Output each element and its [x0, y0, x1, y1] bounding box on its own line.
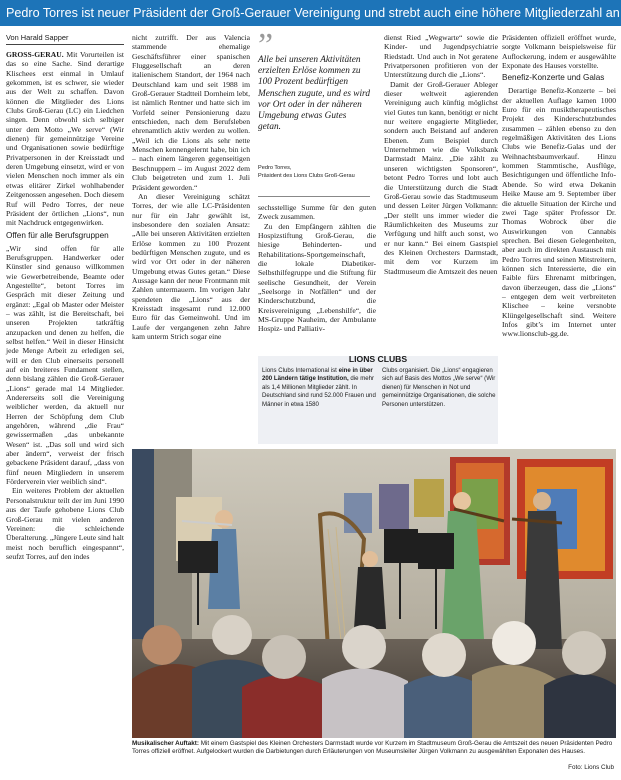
paragraph: Damit der Groß-Gerauer Ableger dieser weltweit agierenden Vereinigung auch künftig möglichst viel Gutes tun kann, benötigt er nicht nur weitere engagierte Mitglieder, sondern auch Beistand auf anderen Ebenen. Zum Beispiel durch Unternehmen wie die Volksbank Darmstadt Mainz. „Die zählt zu unseren wichtigsten Sponsoren“, betont Pedro Torres und lobt auch die Unterstützung durch die Stadt Groß-Gerau sowie das Stadtmuseum und dessen Leiter Jürgen Volkmann: „Der stellt uns immer wieder die Räumlichkeiten des Museums zur Verfügung und hilft auch sonst, wo er nur kann.“ Bei einem Gastspiel des Kleinen Orchesters Darmstadt, mit dem vor Kurzem im Stadtmuseum die Amtszeit des neuen — [384, 79, 498, 276]
concert-photo — [132, 449, 616, 738]
lions-box-title: LIONS CLUBS — [348, 354, 408, 364]
quote-mark-icon: ” — [258, 27, 274, 64]
headline: Pedro Torres ist neuer Präsident der Groß-Gerauer Vereinigung und strebt auch eine höhere Mitgliederzahl an — [0, 0, 621, 26]
article-column-4 — [384, 33, 498, 276]
quote-source-name: Pedro Torres, — [258, 165, 292, 171]
photo-caption: Musikalischer Auftakt: Mit einem Gastspiel des Kleinen Orchesters Darmstadt wurde vor Kurzem im Stadtmuseum Groß-Gerau die Amtszeit des neuen Präsidenten Pedro Torres offiziell eröffnet. Aufgelockert wurden die Darbietungen durch Erläuterungen von Museumsleiter Jürgen Volkmann zu ausgewählten Exponaten des Hauses. — [132, 740, 613, 755]
paragraph: nicht zutrifft. Der aus Valencia stammende ehemalige Geschäftsführer einer spanischen Fluggesellschaft an deren italienischem Standort, der 1964 nach Deutschland kam und seit 1988 im Groß-Gerauer Stadtteil Dornheim lebt, ist nämlich Rentner und hatte sich im Vorfeld seiner Pensionierung dazu entschieden, nach dem Berufsleben ehrenamtlich aktiv werden zu wollen. „Weil ich die Lions als sehr nette Menschen kennengelernt habe, bin ich – nach einem längeren gegenseitigen Beschnuppern – im August 2022 dem Club beigetreten und zum 1. Juli Präsident geworden.“ — [132, 33, 250, 192]
paragraph: „Wir sind offen für alle Berufsgruppen. Handwerker oder Künstler sind genauso willkommen wie Gewerbetreibende, Beamte oder Angestellte“, betont Torres im Gespräch mit dieser Zeitung und ergänzt: „Egal ob Master oder Meister – was zählt, ist die Bereitschaft, bei unseren Projekten tatkräftig anzupacken und denen zu helfen, die selbst helfen.“ Weil in dieser Hinsicht jede Menge Arbeit zu erledigen sei, will er den Club einerseits personell auf ein breiteres Fundament stellen, denn bislang zählen die Groß-Gerauer „Lions“ gerade mal 14 Mitglieder. Andererseits soll die Vereinigung weiblicher werden, da aktuell nur Herren der Schöpfung dem Club angehören, während „die Frau“ gewissermaßen „das unbekannte Wesen“ ist. „Das soll und wird sich aber ändern“, verweist der frisch gebackene Präsident darauf, „dass von fünf neuen Mitgliedern in unserem Förderverein vier weiblich sind“. — [6, 243, 124, 487]
article-column-1 — [6, 50, 124, 561]
paragraph: Zu den Empfängern zählten die Hospizstiftung Groß-Gerau, die hiesige Behinderten- und Rehabilitations-Sportgemeinschaft, die lokale Diabetiker-Selbsthilfegruppe und die Stiftung für seelische Gesundheit, der Verein „Seelsorge in Notfällen“ und der Kinderschutzbund, die Kreisvereinigung „Lebenshilfe“, die MS-Gruppe Nauheim, der Ambulante Hospiz- und Palliativ- — [258, 221, 376, 334]
pull-quote: Alle bei unseren Aktivitäten erzielten Erlöse kommen zu 100 Prozent bedürftigen Menschen zugute, und es wird vor Ort oder in der näheren Umgebung etwas Gutes getan. — [258, 55, 370, 133]
paragraph: Derartige Benefiz-Konzerte – bei der aktuellen Auflage kamen 1000 Euro für ein musiktherapeutisches Projekt des Kinderschutzbundes zusammen – zählen ebenso zu den regelmäßigen Aktivitäten des Lions Clubs wie Benefiz-Galas und der Weihnachtsbaumverkauf. Hinzu kommen Stammtische, Ausflüge, Besichtigungen und öffentliche Info-Abende. So wird etwa Dekanin Heike Mause am 9. September über die aktuelle Situation der Kirche und zwei Tage später Professor Dr. Thomas Wobrock über die Auswirkungen von Cannabis sprechen. Bei diesen Gelegenheiten, aber auch im direkten Austausch mit Pedro Torres und seinen Mitstreitern, können sich Interessierte, die ein Faible fürs Ehrenamt mitbringen, davon überzeugen, dass die „Lions“ – entgegen dem weit verbreiteten Klischee – keine versnobte Klüngelgesellschaft sind. Weitere Infos gibt’s im Internet unter www.lionsclub-gg.de. — [502, 86, 616, 339]
paragraph: Ein weiteres Problem der aktuellen Personalstruktur teilt der im Juni 1990 aus der Taufe gehobene Lions Club Groß-Gerau mit vielen anderen Vereinen: die schleichende Überalterung. „Jüngere Leute sind halt meist noch beruflich eingespannt“, seufzt Torres, auf den indes — [6, 486, 124, 561]
article-column-5 — [502, 33, 616, 339]
lions-box-text-left: Lions Clubs International ist eine in über 200 Ländern tätige Institution, die mehr als 1,4 Millionen Mitglieder zählt. In Deutschland sind rund 52.000 Frauen und Männer in etwa 1580 — [262, 367, 376, 408]
lions-box-text-right: Clubs organisiert. Die „Lions“ engagieren sich auf Basis des Mottos „We serve“ (Wir dienen) für Menschen in Not und gemeinnützige Organisationen, die solche Personen unterstützen. — [382, 367, 496, 408]
lions-info-box — [258, 356, 498, 444]
byline: Von Harald Sapper — [6, 33, 69, 42]
paragraph: dienst Ried „Wegwarte“ sowie die Kinder- und Jugendpsychiatrie Riedstadt. Und auch in Not geratene Privatpersonen profitieren von der Unterstützung durch die „Lions“. — [384, 33, 498, 80]
article-column-3 — [258, 203, 376, 334]
paragraph: sechsstellige Summe für den guten Zweck zusammen. — [258, 203, 376, 222]
pull-quote-source — [258, 165, 370, 180]
article-column-2 — [132, 33, 250, 341]
byline-rule — [6, 44, 124, 45]
subheading: Benefiz-Konzerte und Galas — [502, 73, 605, 83]
quote-source-role: Präsident des Lions Clubs Groß-Gerau — [258, 172, 355, 179]
quote-rule — [258, 196, 370, 197]
paragraph: GROSS-GERAU. Mit Vorurteilen ist das so eine Sache. Sind derartige Klischees erst einmal in Umlauf gekommen, ist es schwer, sie wieder aus der Welt zu schaffen. Davon können die Mitglieder des Lions Clubs Groß-Gerau (LC) ein Liedchen singen. Denn obwohl sich selbiger unter dem Motto „We serve“ (Wir dienen) für gemeinnützige Vereine und Organisationen sowie bedürftige Privatpersonen in der Kreisstadt und deren Umgebung einsetzt, wird er von vielen Menschen noch immer als ein etwas elitärer Zirkel wohlhabender Zeitgenossen angesehen. Doch diesem Ruf will Pedro Torres, der neue Präsident der örtlichen „Lions“, nun mit Nachdruck entgegenwirken. — [6, 50, 124, 228]
paragraph: An dieser Vereinigung schätzt Torres, der wie alle LC-Präsidenten nur für ein Jahr gewählt ist, insbesondere den sozialen Ansatz: „Alle bei unseren Aktivitäten erzielten Erlöse kommen zu 100 Prozent bedürftigen Menschen zugute, und es wird vor Ort oder in der näheren Umgebung etwas Gutes getan.“ Diese Aussage kann der neue Frontmann mit Zahlen untermauern. Im vorigen Jahr spendeten die „Lions“ aus der Kreisstadt insgesamt rund 12.000 Euro für das Gemeinwohl. Und im Laufe der vergangenen zehn Jahre kam unterm Strich sogar eine — [132, 191, 250, 341]
photo-credit: Foto: Lions Club — [568, 764, 614, 771]
paragraph: Präsidenten offiziell eröffnet wurde, sorgte Volkmann beispielsweise für Auflockerung, indem er ausgewählte Exponate des Hauses vorstellte. — [502, 33, 616, 71]
subheading: Offen für alle Berufsgruppen — [6, 230, 109, 240]
dateline: GROSS-GERAU. — [6, 50, 64, 59]
